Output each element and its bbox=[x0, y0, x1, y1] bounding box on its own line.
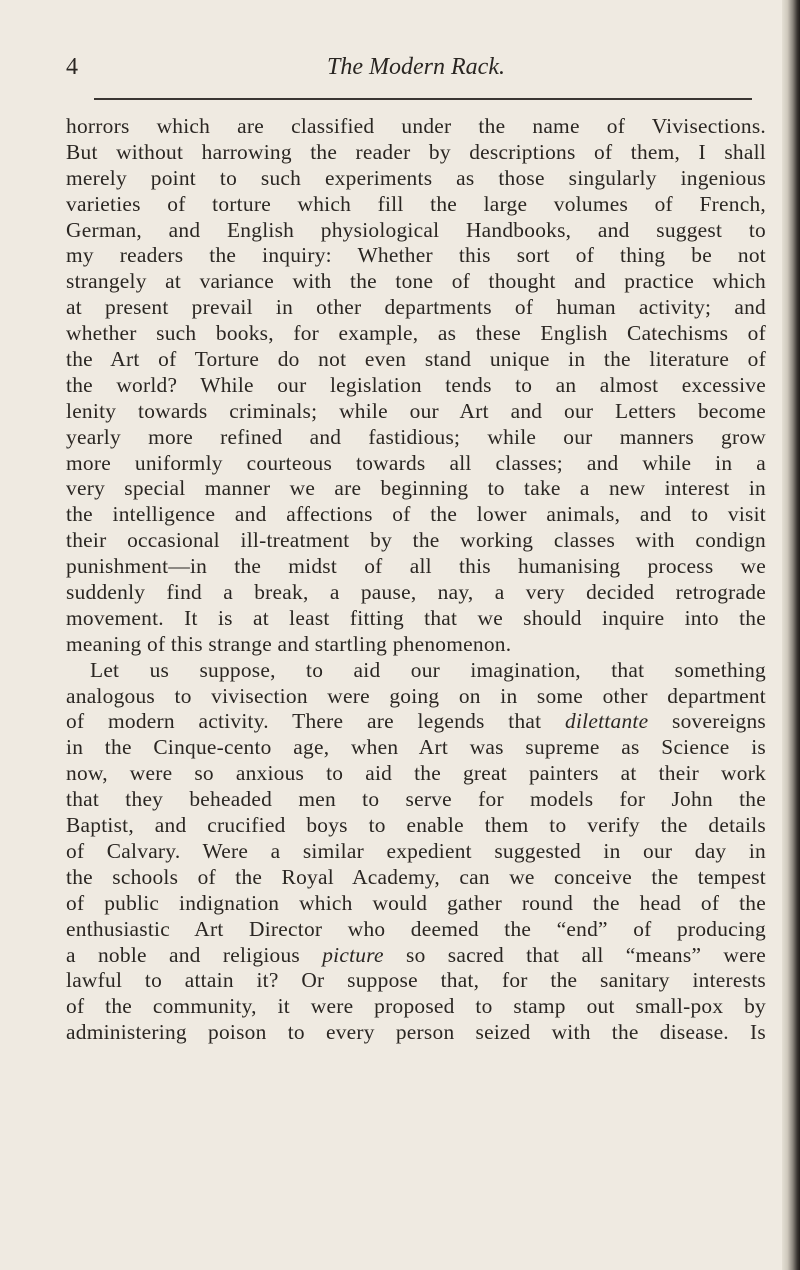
text-line: punishment—in the midst of all this humanising process we bbox=[66, 554, 766, 579]
running-title: The Modern Rack. bbox=[327, 54, 505, 80]
text-line: their occasional ill-treatment by the working classes with condign bbox=[66, 528, 766, 553]
text-line: lawful to attain it? Or suppose that, for the sanitary interests bbox=[66, 968, 766, 993]
text-line: of Calvary. Were a similar expedient suggested in our day in bbox=[66, 838, 766, 863]
text-line: But without harrowing the reader by descriptions of them, I shall bbox=[66, 139, 766, 164]
text-line: strangely at variance with the tone of thought and practice which bbox=[66, 269, 766, 294]
text-line: in the Cinque-cento age, when Art was supreme as Science is bbox=[66, 735, 766, 760]
text-line: yearly more refined and fastidious; while our manners grow bbox=[66, 424, 766, 449]
text-line: of public indignation which would gather round the head of the bbox=[66, 890, 766, 915]
text-line: horrors which are classified under the name of Vivisections. bbox=[66, 114, 766, 138]
text-line: varieties of torture which fill the large volumes of French, bbox=[66, 191, 766, 216]
text-segment: a noble and religious bbox=[66, 942, 323, 967]
text-line: Baptist, and crucified boys to enable them to verify the details bbox=[66, 813, 766, 838]
text-line: German, and English physiological Handbooks, and suggest to bbox=[66, 217, 766, 242]
page-number: 4 bbox=[66, 54, 78, 80]
paragraph-end-line: meaning of this strange and startling phenomenon. bbox=[66, 631, 512, 656]
text-line: the world? While our legislation tends to an almost excessive bbox=[66, 372, 766, 397]
text-line bbox=[66, 943, 766, 969]
text-line bbox=[66, 709, 766, 735]
text-line: lenity towards criminals; while our Art and our Letters become bbox=[66, 398, 766, 423]
text-line: that they beheaded men to serve for models for John the bbox=[66, 787, 766, 812]
text-line: at present prevail in other departments of human activity; and bbox=[66, 295, 766, 320]
running-head bbox=[66, 47, 766, 87]
text-line: movement. It is at least fitting that we should inquire into the bbox=[66, 605, 766, 630]
text-line: whether such books, for example, as these English Catechisms of bbox=[66, 321, 766, 346]
text-line: merely point to such experiments as those singularly ingenious bbox=[66, 165, 766, 190]
paragraph-start-line: Let us suppose, to aid our imagination, that something bbox=[90, 657, 766, 682]
text-line: very special manner we are beginning to take a new interest in bbox=[66, 476, 766, 501]
text-line: enthusiastic Art Director who deemed the “end” of producing bbox=[66, 916, 766, 941]
text-line: the schools of the Royal Academy, can we conceive the tempest bbox=[66, 864, 766, 889]
text-line: the intelligence and affections of the lower animals, and to visit bbox=[66, 502, 766, 527]
text-line: the Art of Torture do not even stand unique in the literature of bbox=[66, 347, 766, 372]
italic-word: picture bbox=[322, 942, 384, 967]
text-line: now, were so anxious to aid the great painters at their work bbox=[66, 761, 766, 786]
text-segment: of modern activity. There are legends that bbox=[66, 709, 566, 734]
text-line: of the community, it were proposed to stamp out small-pox by bbox=[66, 994, 766, 1019]
text-segment: so sacred that all “means” were bbox=[383, 942, 766, 967]
text-line: more uniformly courteous towards all classes; and while in a bbox=[66, 450, 766, 475]
text-line: analogous to vivisection were going on in some other department bbox=[66, 683, 766, 708]
text-line: my readers the inquiry: Whether this sort of thing be not bbox=[66, 243, 766, 268]
text-segment: sovereigns bbox=[648, 709, 766, 734]
body-text bbox=[66, 114, 766, 1046]
text-line: suddenly find a break, a pause, nay, a very decided retrograde bbox=[66, 580, 766, 605]
italic-word: dilettante bbox=[565, 709, 649, 734]
text-line: administering poison to every person seized with the disease. Is bbox=[66, 1020, 766, 1045]
header-rule bbox=[94, 98, 752, 100]
page-edge-shadow bbox=[782, 0, 800, 1270]
